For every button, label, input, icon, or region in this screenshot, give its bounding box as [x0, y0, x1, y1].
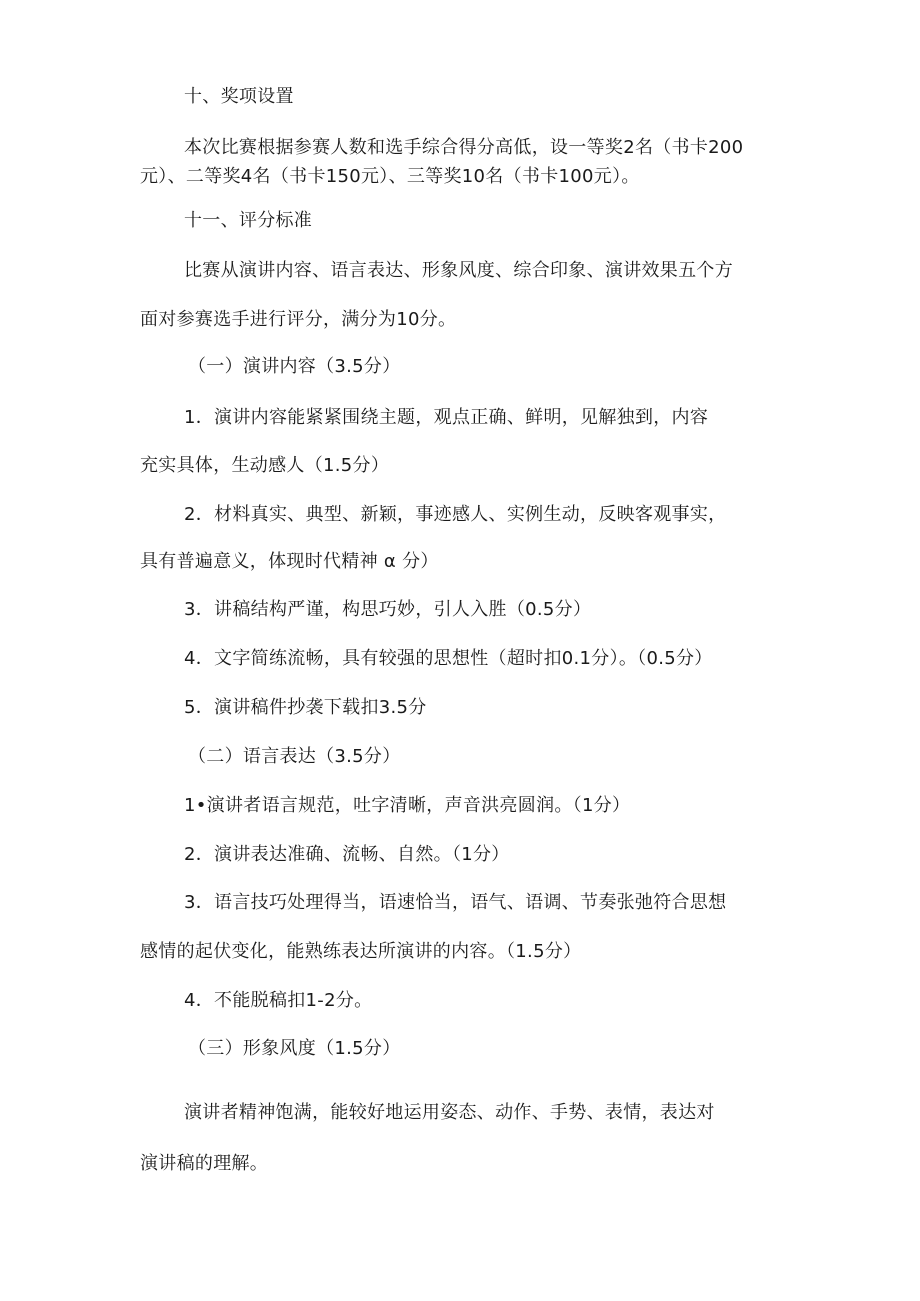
subsection-heading-appearance: （三）形象风度（1.5分） — [188, 1038, 401, 1059]
awards-paragraph-line1: 本次比赛根据参赛人数和选手综合得分高低，设一等奖2名（书卡200 — [184, 137, 744, 158]
content-item5: 5．演讲稿件抄袭下载扣3.5分 — [184, 697, 427, 718]
content-item4: 4．文字简练流畅，具有较强的思想性（超时扣0.1分）。（0.5分） — [184, 648, 713, 669]
content-item3: 3．讲稿结构严谨，构思巧妙，引人入胜（0.5分） — [184, 599, 592, 620]
language-item3-line1: 3．语言技巧处理得当，语速恰当，语气、语调、节奏张弛符合思想 — [184, 892, 727, 913]
scoring-intro-line1: 比赛从演讲内容、语言表达、形象风度、综合印象、演讲效果五个方 — [184, 260, 733, 281]
language-item3-line2: 感情的起伏变化，能熟练表达所演讲的内容。（1.5分） — [140, 941, 582, 962]
language-item4: 4．不能脱稿扣1-2分。 — [184, 990, 373, 1011]
content-item2-line1: 2．材料真实、典型、新颖，事迹感人、实例生动，反映客观事实， — [184, 504, 727, 525]
appearance-body-line2: 演讲稿的理解。 — [140, 1153, 269, 1174]
appearance-body-line1: 演讲者精神饱满，能较好地运用姿态、动作、手势、表情，表达对 — [184, 1102, 715, 1123]
language-item1: 1•演讲者语言规范，吐字清晰，声音洪亮圆润。（1分） — [184, 795, 631, 816]
scoring-intro-line2: 面对参赛选手进行评分，满分为10分。 — [140, 309, 457, 330]
content-item1-line2: 充实具体，生动感人（1.5分） — [140, 455, 390, 476]
subsection-heading-language: （二）语言表达（3.5分） — [188, 746, 401, 767]
content-item1-line1: 1．演讲内容能紧紧围绕主题，观点正确、鲜明，见解独到，内容 — [184, 407, 709, 428]
awards-paragraph-line2: 元）、二等奖4名（书卡150元）、三等奖10名（书卡100元）。 — [140, 166, 640, 187]
section-heading-scoring: 十一、评分标准 — [184, 210, 313, 231]
content-item2-line2: 具有普遍意义，体现时代精神 α 分） — [140, 551, 439, 572]
language-item2: 2．演讲表达准确、流畅、自然。（1分） — [184, 844, 510, 865]
subsection-heading-content: （一）演讲内容（3.5分） — [188, 356, 401, 377]
section-heading-awards: 十、奖项设置 — [184, 86, 294, 107]
